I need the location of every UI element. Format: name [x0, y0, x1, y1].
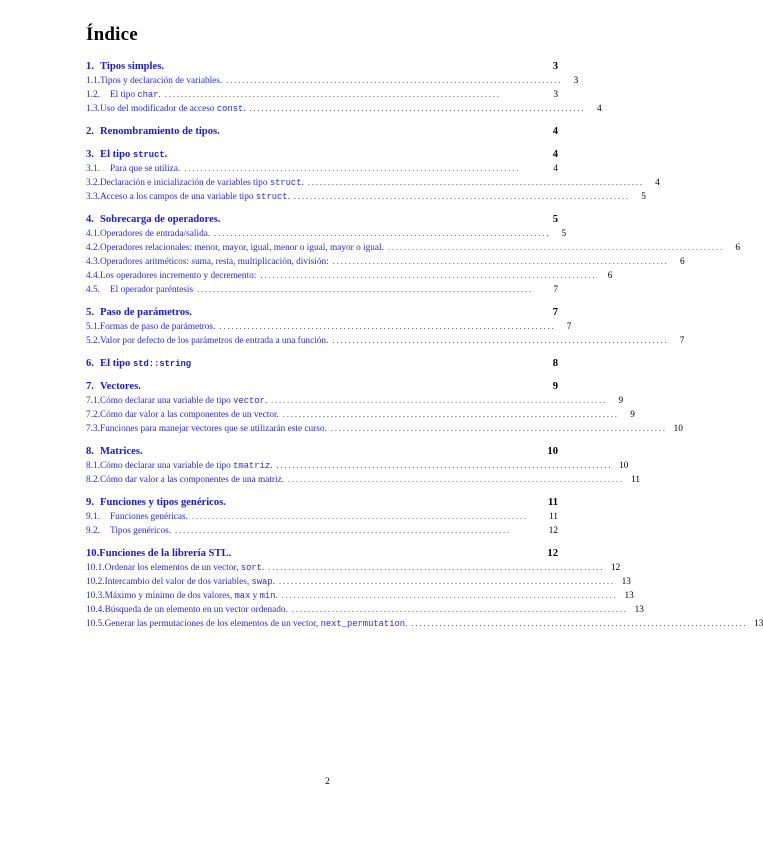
toc-section-link[interactable] — [86, 60, 558, 74]
subsection-number: 7.1. — [86, 396, 100, 406]
subsection-title — [100, 395, 267, 408]
toc-subsection-link[interactable] — [86, 459, 629, 473]
subsection-number: 3.1. — [86, 164, 100, 174]
toc-section — [86, 357, 558, 371]
subsection-page: 9 — [630, 410, 635, 420]
subsection-number: 9.2. — [86, 526, 100, 536]
dot-leader — [165, 88, 540, 101]
toc-subsection-link[interactable] — [86, 422, 683, 436]
subsection-title — [105, 590, 278, 603]
title-text: Funciones genéricas. — [110, 512, 188, 522]
dot-leader — [219, 320, 553, 333]
title-text: Tipos genéricos. — [110, 526, 172, 536]
subsection-number: 3.2. — [86, 178, 100, 188]
toc-subsection-link[interactable] — [86, 524, 558, 538]
toc-subsection-link[interactable] — [86, 102, 602, 116]
section-page: 5 — [552, 214, 558, 225]
subsection-title — [100, 423, 327, 436]
section-page: 3 — [552, 61, 558, 72]
title-text: Valor por defecto de los parámetros de entrada a una función. — [99, 336, 329, 346]
subsection-page: 6 — [735, 243, 740, 253]
dot-leader — [308, 176, 642, 189]
toc-section-link[interactable] — [86, 306, 558, 320]
subsection-title — [110, 163, 180, 176]
code-text: tmatriz — [233, 461, 271, 471]
title-text: Intercambio del valor de dos variables, — [104, 577, 252, 587]
toc-subsection-link[interactable] — [86, 190, 646, 204]
section-title — [100, 148, 167, 162]
title-text: . — [275, 591, 278, 601]
title-text: Búsqueda de un elemento en un vector ordenado. — [104, 605, 288, 615]
toc-section — [86, 547, 763, 631]
subsection-title — [100, 321, 215, 334]
toc-subsection-link[interactable] — [86, 176, 660, 190]
toc-section-link[interactable] — [86, 496, 558, 510]
subsection-number: 4.1. — [86, 229, 100, 239]
section-page: 11 — [547, 497, 558, 508]
dot-leader — [197, 283, 540, 296]
subsection-number: 8.1. — [86, 461, 100, 471]
subsection-number: 7.3. — [86, 424, 100, 434]
title-text: El tipo — [100, 358, 133, 369]
toc-section — [86, 60, 602, 116]
subsection-page: 3 — [573, 76, 579, 86]
subsection-title — [105, 618, 408, 631]
toc-section — [86, 213, 740, 297]
subsection-title — [105, 604, 288, 617]
toc-section — [86, 380, 683, 436]
subsection-number: 5.2. — [86, 336, 100, 346]
subsection-title — [100, 75, 222, 88]
toc-subsection-link[interactable] — [86, 473, 641, 487]
subsection-title — [110, 89, 161, 102]
dot-leader — [250, 102, 584, 115]
dot-leader — [294, 190, 628, 203]
dot-leader — [226, 74, 560, 87]
subsection-page: 6 — [607, 271, 613, 281]
subsection-page: 6 — [680, 257, 685, 267]
subsection-page: 4 — [655, 178, 660, 188]
toc-section-link[interactable] — [86, 148, 558, 162]
subsection-number: 4.2. — [86, 243, 100, 253]
dot-leader — [388, 241, 722, 254]
subsection-page: 4 — [596, 104, 602, 114]
subsection-title — [110, 525, 171, 538]
subsection-number: 10.1. — [86, 563, 105, 573]
section-title: Sobrecarga de operadores. — [100, 214, 221, 225]
dot-leader — [331, 422, 665, 435]
title-text: Operadores relacionales: menor, mayor, igual, menor o igual, mayor o igual. — [99, 243, 384, 253]
subsection-number: 10.2. — [86, 577, 105, 587]
toc-subsection-link[interactable] — [86, 408, 635, 422]
subsection-page: 9 — [618, 396, 624, 406]
dot-leader — [271, 394, 605, 407]
dot-leader — [288, 473, 622, 486]
title-text: Operadores de entrada/salida. — [99, 229, 211, 239]
title-text: Cómo dar valor a las componentes de un vector. — [99, 410, 279, 420]
title-text: . — [270, 461, 273, 471]
toc-subsection-link[interactable] — [86, 320, 572, 334]
toc-subsection-link[interactable] — [86, 269, 613, 283]
toc-subsection-link[interactable] — [86, 283, 558, 297]
subsection-title — [100, 228, 210, 241]
section-number: 5. — [86, 307, 94, 318]
toc-section — [86, 148, 660, 204]
subsection-number: 4.4. — [86, 271, 100, 281]
section-number: 1. — [86, 61, 94, 72]
subsection-page: 5 — [641, 192, 646, 202]
dot-leader — [260, 269, 594, 282]
section-title: Funciones de la librería STL. — [99, 548, 232, 559]
dot-leader — [175, 524, 540, 537]
subsection-page: 7 — [553, 285, 558, 295]
toc-subsection-link[interactable] — [86, 334, 685, 348]
section-number: 6. — [86, 358, 94, 369]
dot-leader — [333, 255, 667, 268]
dot-leader — [292, 603, 626, 616]
title-text: El tipo — [110, 90, 138, 100]
section-page: 10 — [547, 446, 558, 457]
title-text: . — [287, 192, 290, 202]
dot-leader — [276, 459, 610, 472]
section-number: 10. — [86, 548, 100, 559]
subsection-title — [110, 511, 188, 524]
code-text: next_permutation — [320, 619, 406, 629]
title-text: Acceso a los campos de una variable tipo — [99, 192, 256, 202]
subsection-number: 8.2. — [86, 475, 100, 485]
subsection-page: 10 — [619, 461, 629, 471]
toc-subsection-link[interactable] — [86, 510, 558, 524]
toc-subsection-link[interactable] — [86, 74, 579, 88]
toc-heading: Índice — [86, 24, 138, 45]
title-text: Para que se utiliza. — [110, 164, 181, 174]
toc-section-link[interactable] — [86, 125, 558, 139]
title-text: . — [261, 563, 265, 573]
code-text: struct — [132, 150, 165, 160]
toc-section — [86, 496, 558, 538]
title-text: Ordenar los elementos de un vector, — [104, 563, 241, 573]
subsection-number: 1.2. — [86, 90, 100, 100]
subsection-page: 11 — [549, 512, 558, 522]
toc-section-link[interactable] — [86, 547, 558, 561]
toc-section — [86, 125, 558, 139]
title-text: . — [272, 577, 275, 587]
section-title: Matrices. — [100, 446, 143, 457]
dot-leader — [332, 334, 666, 347]
subsection-number: 10.4. — [86, 605, 105, 615]
title-text: . — [301, 178, 304, 188]
toc-section-link[interactable] — [86, 357, 558, 371]
dot-leader — [184, 162, 540, 175]
subsection-page: 7 — [679, 336, 685, 346]
toc-page — [86, 24, 763, 640]
section-title — [100, 357, 191, 371]
section-page: 4 — [552, 149, 558, 160]
subsection-title — [105, 562, 265, 575]
toc-subsection-link[interactable] — [86, 88, 558, 102]
toc-subsection-link[interactable] — [86, 603, 644, 617]
subsection-page: 12 — [548, 526, 558, 536]
title-text: Tipos y declaración de variables. — [99, 76, 223, 86]
toc-subsection-link[interactable] — [86, 617, 763, 631]
title-text: . — [264, 396, 268, 406]
toc-subsection-link[interactable] — [86, 162, 558, 176]
toc-section — [86, 306, 685, 348]
subsection-page: 13 — [624, 591, 634, 601]
section-title: Paso de parámetros. — [100, 307, 192, 318]
toc-list — [86, 60, 763, 631]
subsection-page: 13 — [621, 577, 631, 587]
section-number: 9. — [86, 497, 94, 508]
code-text: std::string — [132, 359, 192, 369]
dot-leader — [279, 575, 613, 588]
subsection-number: 1.3. — [86, 104, 100, 114]
title-text: El operador paréntesis — [110, 285, 194, 295]
section-number: 7. — [86, 381, 94, 392]
toc-section-link[interactable] — [86, 380, 558, 394]
dot-leader — [282, 589, 616, 602]
section-title: Tipos simples. — [100, 61, 164, 72]
code-text: char — [137, 90, 159, 100]
title-text: . — [405, 619, 408, 629]
title-text: Formas de paso de parámetros. — [99, 322, 216, 332]
subsection-title — [100, 191, 290, 204]
subsection-page: 7 — [566, 322, 572, 332]
code-text: const — [216, 104, 244, 114]
title-text: Los operadores incremento y decremento: — [99, 271, 257, 281]
subsection-title — [100, 270, 256, 283]
subsection-title — [100, 242, 384, 255]
page-number: 2 — [325, 777, 330, 787]
subsection-title — [105, 576, 275, 589]
code-text: max — [234, 591, 251, 601]
section-title: Funciones y tipos genéricos. — [100, 497, 226, 508]
code-text: struct — [255, 192, 288, 202]
code-text: swap — [251, 577, 273, 587]
section-page: 7 — [552, 307, 558, 318]
toc-subsection-link[interactable] — [86, 394, 624, 408]
title-text: El tipo — [100, 149, 133, 160]
dot-leader — [214, 227, 548, 240]
title-text: Operadores aritméticos: suma, resta, multiplicación, división: — [99, 257, 329, 267]
subsection-title — [100, 103, 246, 116]
toc-section-link[interactable] — [86, 445, 558, 459]
subsection-page: 3 — [553, 90, 558, 100]
section-title: Vectores. — [100, 381, 141, 392]
title-text: Generar las permutaciones de los elementos de un vector, — [104, 619, 321, 629]
toc-subsection-link[interactable] — [86, 227, 567, 241]
subsection-number: 3.3. — [86, 192, 100, 202]
title-text: . — [164, 149, 168, 160]
toc-section-link[interactable] — [86, 213, 558, 227]
subsection-page: 4 — [553, 164, 558, 174]
toc-subsection-link[interactable] — [86, 255, 685, 269]
title-text: Cómo declarar una variable de tipo — [99, 396, 234, 406]
code-text: struct — [269, 178, 302, 188]
subsection-number: 7.2. — [86, 410, 100, 420]
dot-leader — [192, 510, 540, 523]
title-text: Declaración e inicialización de variables tipo — [99, 178, 270, 188]
subsection-title — [100, 460, 272, 473]
dot-leader — [268, 561, 602, 574]
dot-leader — [283, 408, 617, 421]
subsection-title — [100, 256, 329, 269]
subsection-number: 9.1. — [86, 512, 100, 522]
section-page: 8 — [552, 358, 558, 369]
section-page: 9 — [552, 381, 558, 392]
toc-subsection-link[interactable] — [86, 575, 631, 589]
subsection-title — [100, 474, 284, 487]
title-text: y — [250, 591, 260, 601]
subsection-number: 5.1. — [86, 322, 100, 332]
code-text: min — [259, 591, 276, 601]
section-title: Renombramiento de tipos. — [100, 126, 220, 137]
subsection-title — [100, 409, 279, 422]
subsection-title — [100, 335, 328, 348]
title-text: Cómo dar valor a las componentes de una matriz. — [99, 475, 285, 485]
section-page: 4 — [552, 126, 558, 137]
subsection-number: 10.5. — [86, 619, 105, 629]
section-page: 12 — [547, 548, 558, 559]
subsection-page: 13 — [634, 605, 644, 615]
toc-section — [86, 445, 641, 487]
subsection-number: 4.3. — [86, 257, 100, 267]
code-text: sort — [240, 563, 262, 573]
section-number: 8. — [86, 446, 94, 457]
subsection-number: 1.1. — [86, 76, 100, 86]
subsection-page: 13 — [754, 619, 763, 629]
subsection-title — [110, 284, 193, 297]
subsection-number: 10.3. — [86, 591, 105, 601]
section-number: 3. — [86, 149, 94, 160]
code-text: vector — [233, 396, 265, 406]
toc-subsection-link[interactable] — [86, 561, 621, 575]
title-text: Funciones para manejar vectores que se utilizarán este curso. — [99, 424, 327, 434]
title-text: Máximo y mínimo de dos valores, — [104, 591, 235, 601]
subsection-page: 12 — [610, 563, 621, 573]
subsection-page: 10 — [673, 424, 683, 434]
title-text: . — [243, 104, 246, 114]
subsection-page: 5 — [561, 229, 567, 239]
subsection-number: 4.5. — [86, 285, 100, 295]
section-number: 4. — [86, 214, 94, 225]
subsection-page: 11 — [631, 475, 641, 485]
title-text: Uso del modificador de acceso — [99, 104, 217, 114]
title-text: Cómo declarar una variable de tipo — [99, 461, 234, 471]
toc-subsection-link[interactable] — [86, 589, 634, 603]
section-number: 2. — [86, 126, 94, 137]
title-text: . — [158, 90, 161, 100]
toc-subsection-link[interactable] — [86, 241, 740, 255]
subsection-title — [100, 177, 304, 190]
dot-leader — [411, 617, 745, 630]
